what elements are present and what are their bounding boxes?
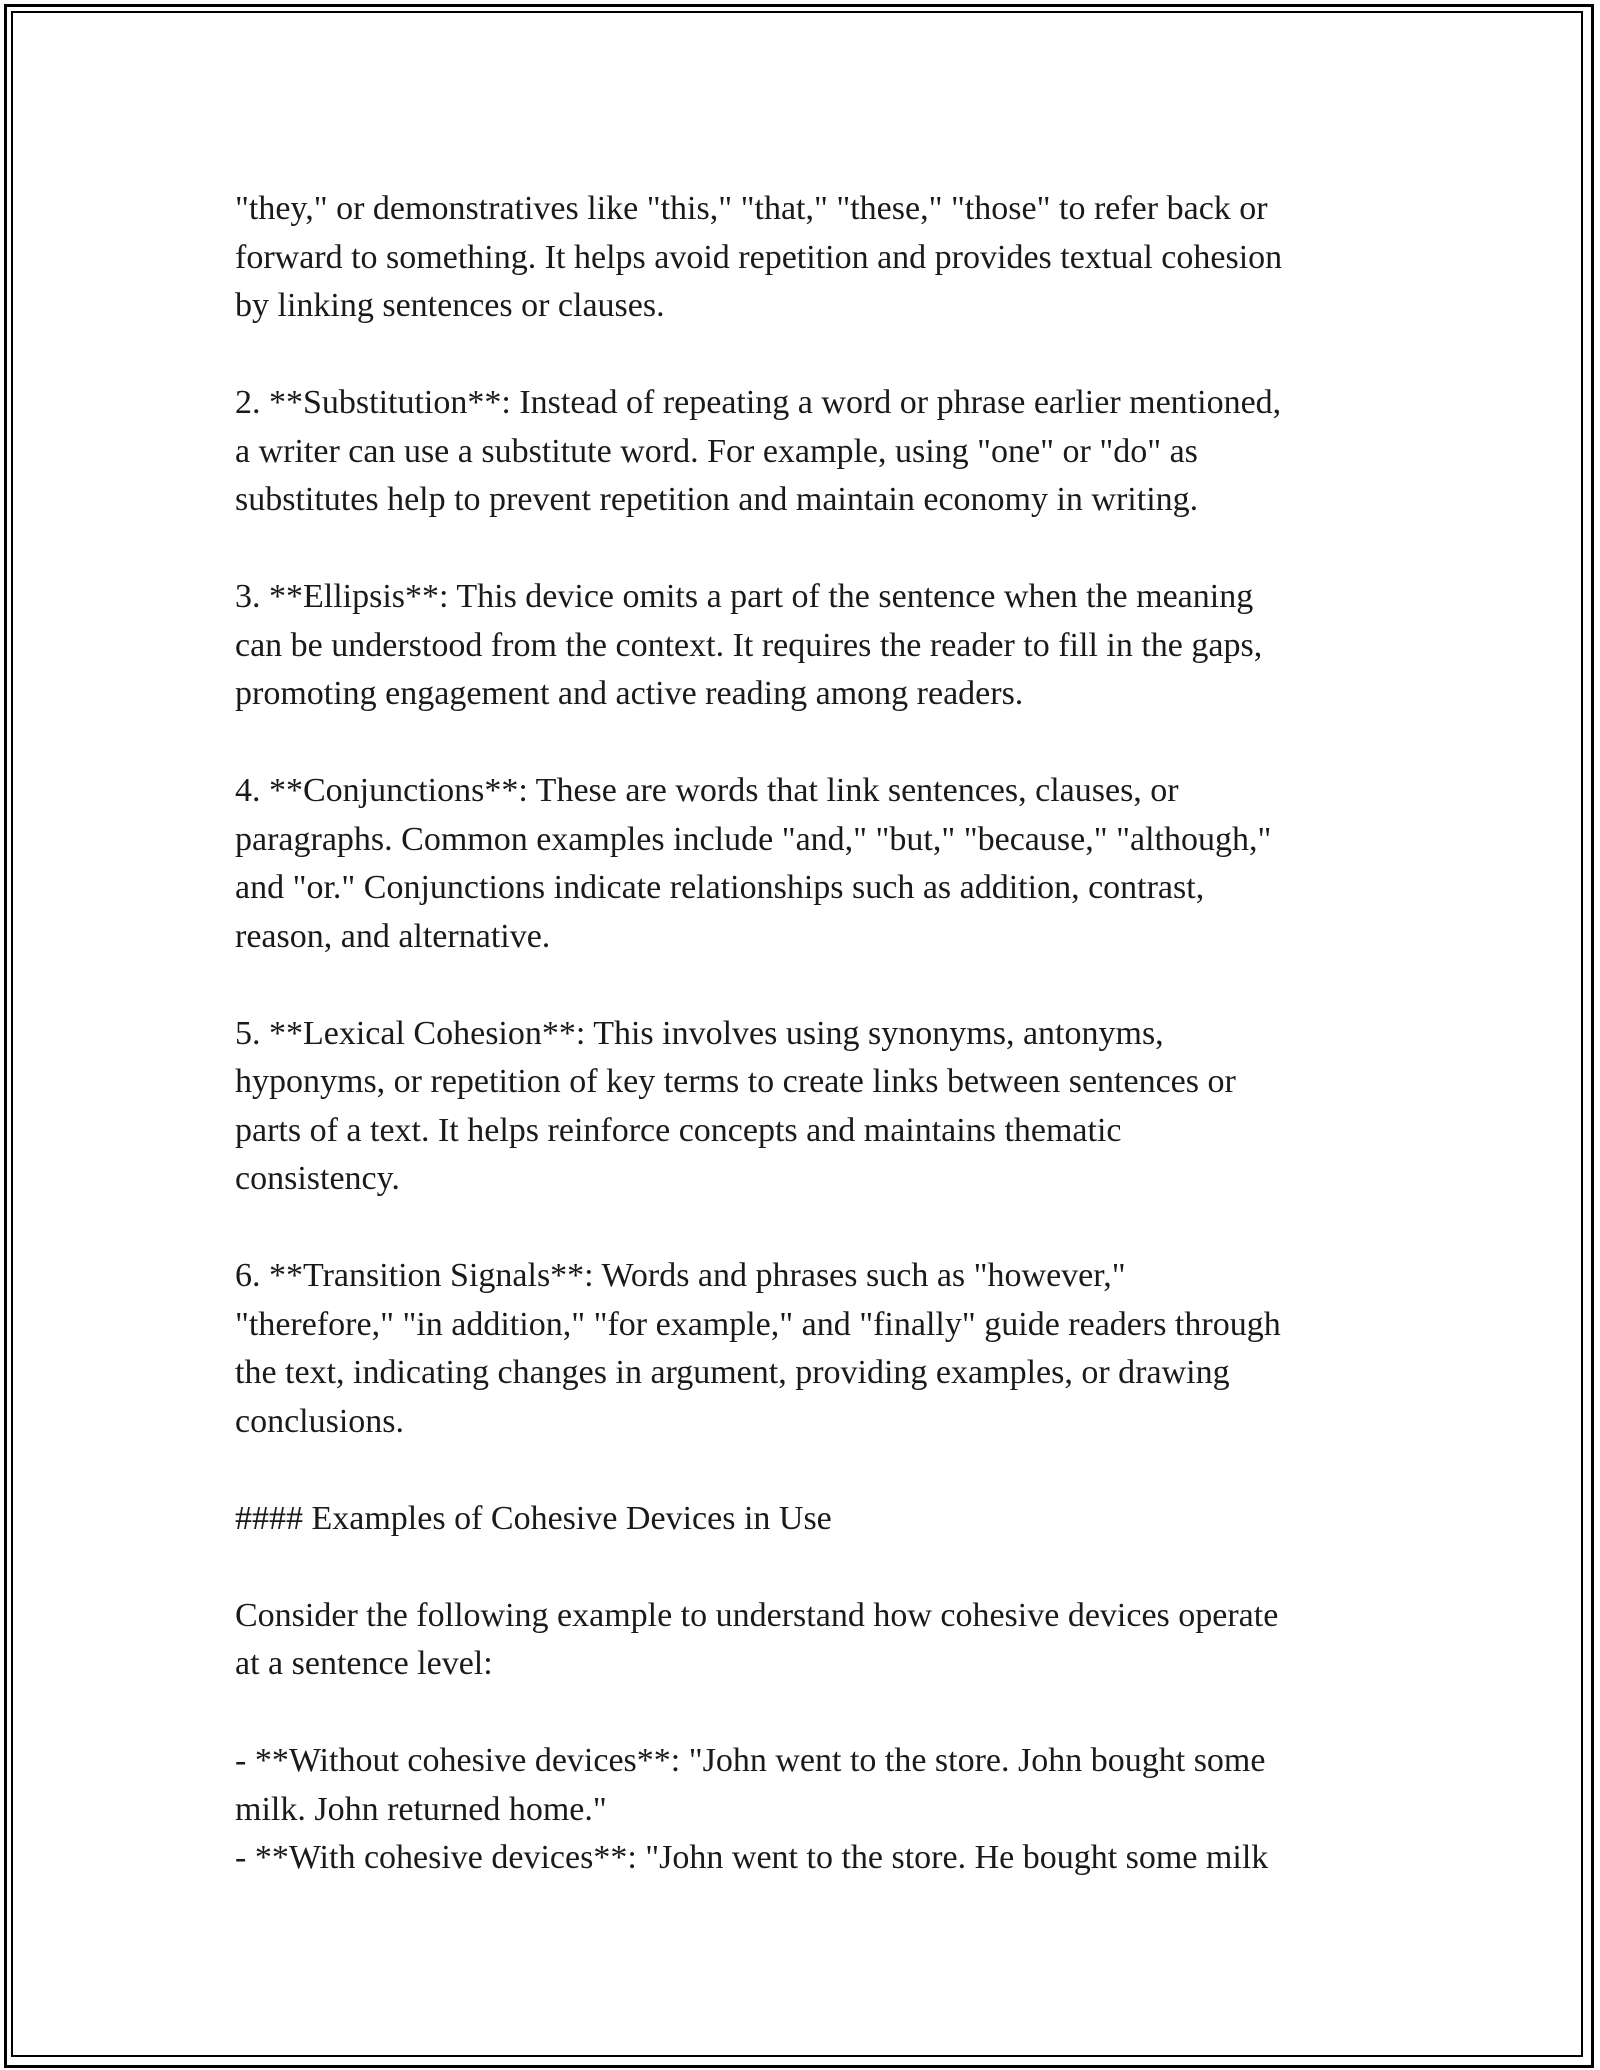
text-line: 6. **Transition Signals**: Words and phrases such as "however," [235,1257,1126,1294]
text-line: at a sentence level: [235,1645,493,1682]
list-item-line: - **Without cohesive devices**: "John went to the store. John bought some [235,1742,1266,1779]
text-line: forward to something. It helps avoid repetition and provides textual cohesion [235,238,1283,276]
text-line: the text, indicating changes in argument, providing examples, or drawing [235,1354,1230,1391]
text-line: 3. **Ellipsis**: This device omits a part of the sentence when the meaning [235,578,1254,615]
text-line: Consider the following example to understand how cohesive devices operate [235,1596,1279,1634]
section-heading-examples [235,1495,1375,1544]
text-line: "they," or demonstratives like "this," "that," "these," "those" to refer back or [235,190,1268,227]
text-line: parts of a text. It helps reinforce concepts and maintains thematic [235,1111,1122,1149]
text-line: "therefore," "in addition," "for example," and "finally" guide readers through [235,1305,1281,1343]
paragraph-reference-continuation [235,185,1375,331]
text-line: reason, and alternative. [235,917,551,955]
text-line: conclusions. [235,1402,405,1440]
heading-line: #### Examples of Cohesive Devices in Use [235,1499,832,1537]
paragraph-example-intro [235,1592,1375,1689]
paragraph-lexical-cohesion [235,1010,1375,1204]
text-line: by linking sentences or clauses. [235,287,665,324]
text-line: consistency. [235,1160,400,1197]
example-list [235,1737,1375,1883]
text-line: hyponyms, or repetition of key terms to create links between sentences or [235,1063,1236,1100]
text-line: a writer can use a substitute word. For example, using "one" or "do" as [235,432,1198,470]
paragraph-transition-signals [235,1252,1375,1446]
text-line: can be understood from the context. It requires the reader to fill in the gaps, [235,626,1263,664]
text-line: substitutes help to prevent repetition and maintain economy in writing. [235,481,1199,518]
list-item-line: - **With cohesive devices**: "John went to the store. He bought some milk [235,1839,1269,1876]
text-line: and "or." Conjunctions indicate relationships such as addition, contrast, [235,869,1205,906]
paragraph-conjunctions [235,767,1375,961]
paragraph-ellipsis [235,573,1375,719]
text-line: 4. **Conjunctions**: These are words that link sentences, clauses, or [235,772,1179,809]
text-line: 5. **Lexical Cohesion**: This involves using synonyms, antonyms, [235,1014,1164,1052]
paragraph-substitution [235,379,1375,525]
document-body [235,185,1375,1883]
text-line: paragraphs. Common examples include "and," "but," "because," "although," [235,820,1272,858]
list-item-line: milk. John returned home." [235,1790,607,1828]
text-line: 2. **Substitution**: Instead of repeating a word or phrase earlier mentioned, [235,384,1282,421]
text-line: promoting engagement and active reading among readers. [235,675,1024,712]
